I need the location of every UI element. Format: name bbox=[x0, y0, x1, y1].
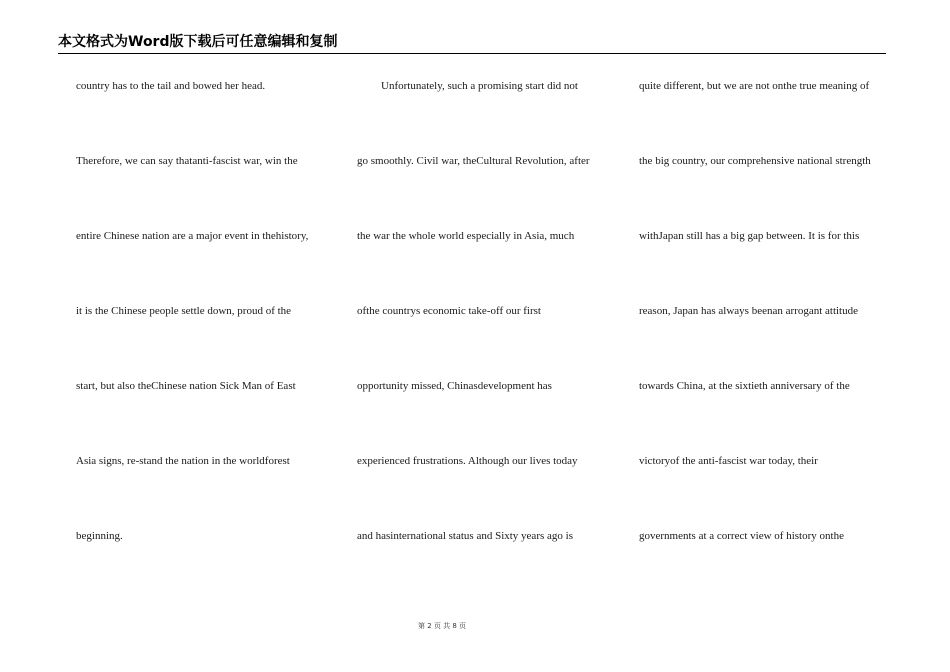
text-line: entire Chinese nation are a major event in thehistory, bbox=[76, 230, 309, 242]
text-line: experienced frustrations. Although our lives today bbox=[357, 455, 578, 467]
text-line: country has to the tail and bowed her head. bbox=[76, 80, 266, 92]
text-line: governments at a correct view of history onthe bbox=[639, 530, 844, 542]
text-line: and hasinternational status and Sixty years ago is bbox=[357, 530, 573, 542]
text-line: Unfortunately, such a promising start did not bbox=[381, 80, 578, 92]
text-line: beginning. bbox=[76, 530, 123, 542]
text-line: opportunity missed, Chinasdevelopment has bbox=[357, 380, 552, 392]
text-line: towards China, at the sixtieth anniversary of the bbox=[639, 380, 850, 392]
text-line: reason, Japan has always beenan arrogant attitude bbox=[639, 305, 858, 317]
header-title: 本文格式为Word版下载后可任意编辑和复制 bbox=[58, 34, 338, 50]
text-line: quite different, but we are not onthe true meaning of bbox=[639, 80, 870, 92]
page-header bbox=[58, 34, 886, 54]
text-line: Therefore, we can say thatanti-fascist war, win the bbox=[76, 155, 298, 167]
text-line: it is the Chinese people settle down, proud of the bbox=[76, 305, 292, 317]
text-line: Asia signs, re-stand the nation in the worldforest bbox=[76, 455, 290, 467]
text-line: start, but also theChinese nation Sick Man of East bbox=[76, 380, 296, 392]
text-line: ofthe countrys economic take-off our first bbox=[357, 305, 541, 317]
text-line: withJapan still has a big gap between. It is for this bbox=[639, 230, 860, 242]
text-line: the war the whole world especially in Asia, much bbox=[357, 230, 575, 242]
text-line: the big country, our comprehensive national strength bbox=[639, 155, 871, 167]
text-line: victoryof the anti-fascist war today, their bbox=[639, 455, 818, 467]
page-number: 第 2 页 共 8 页 bbox=[417, 622, 467, 630]
text-line: go smoothly. Civil war, theCultural Revolution, after bbox=[357, 155, 590, 167]
